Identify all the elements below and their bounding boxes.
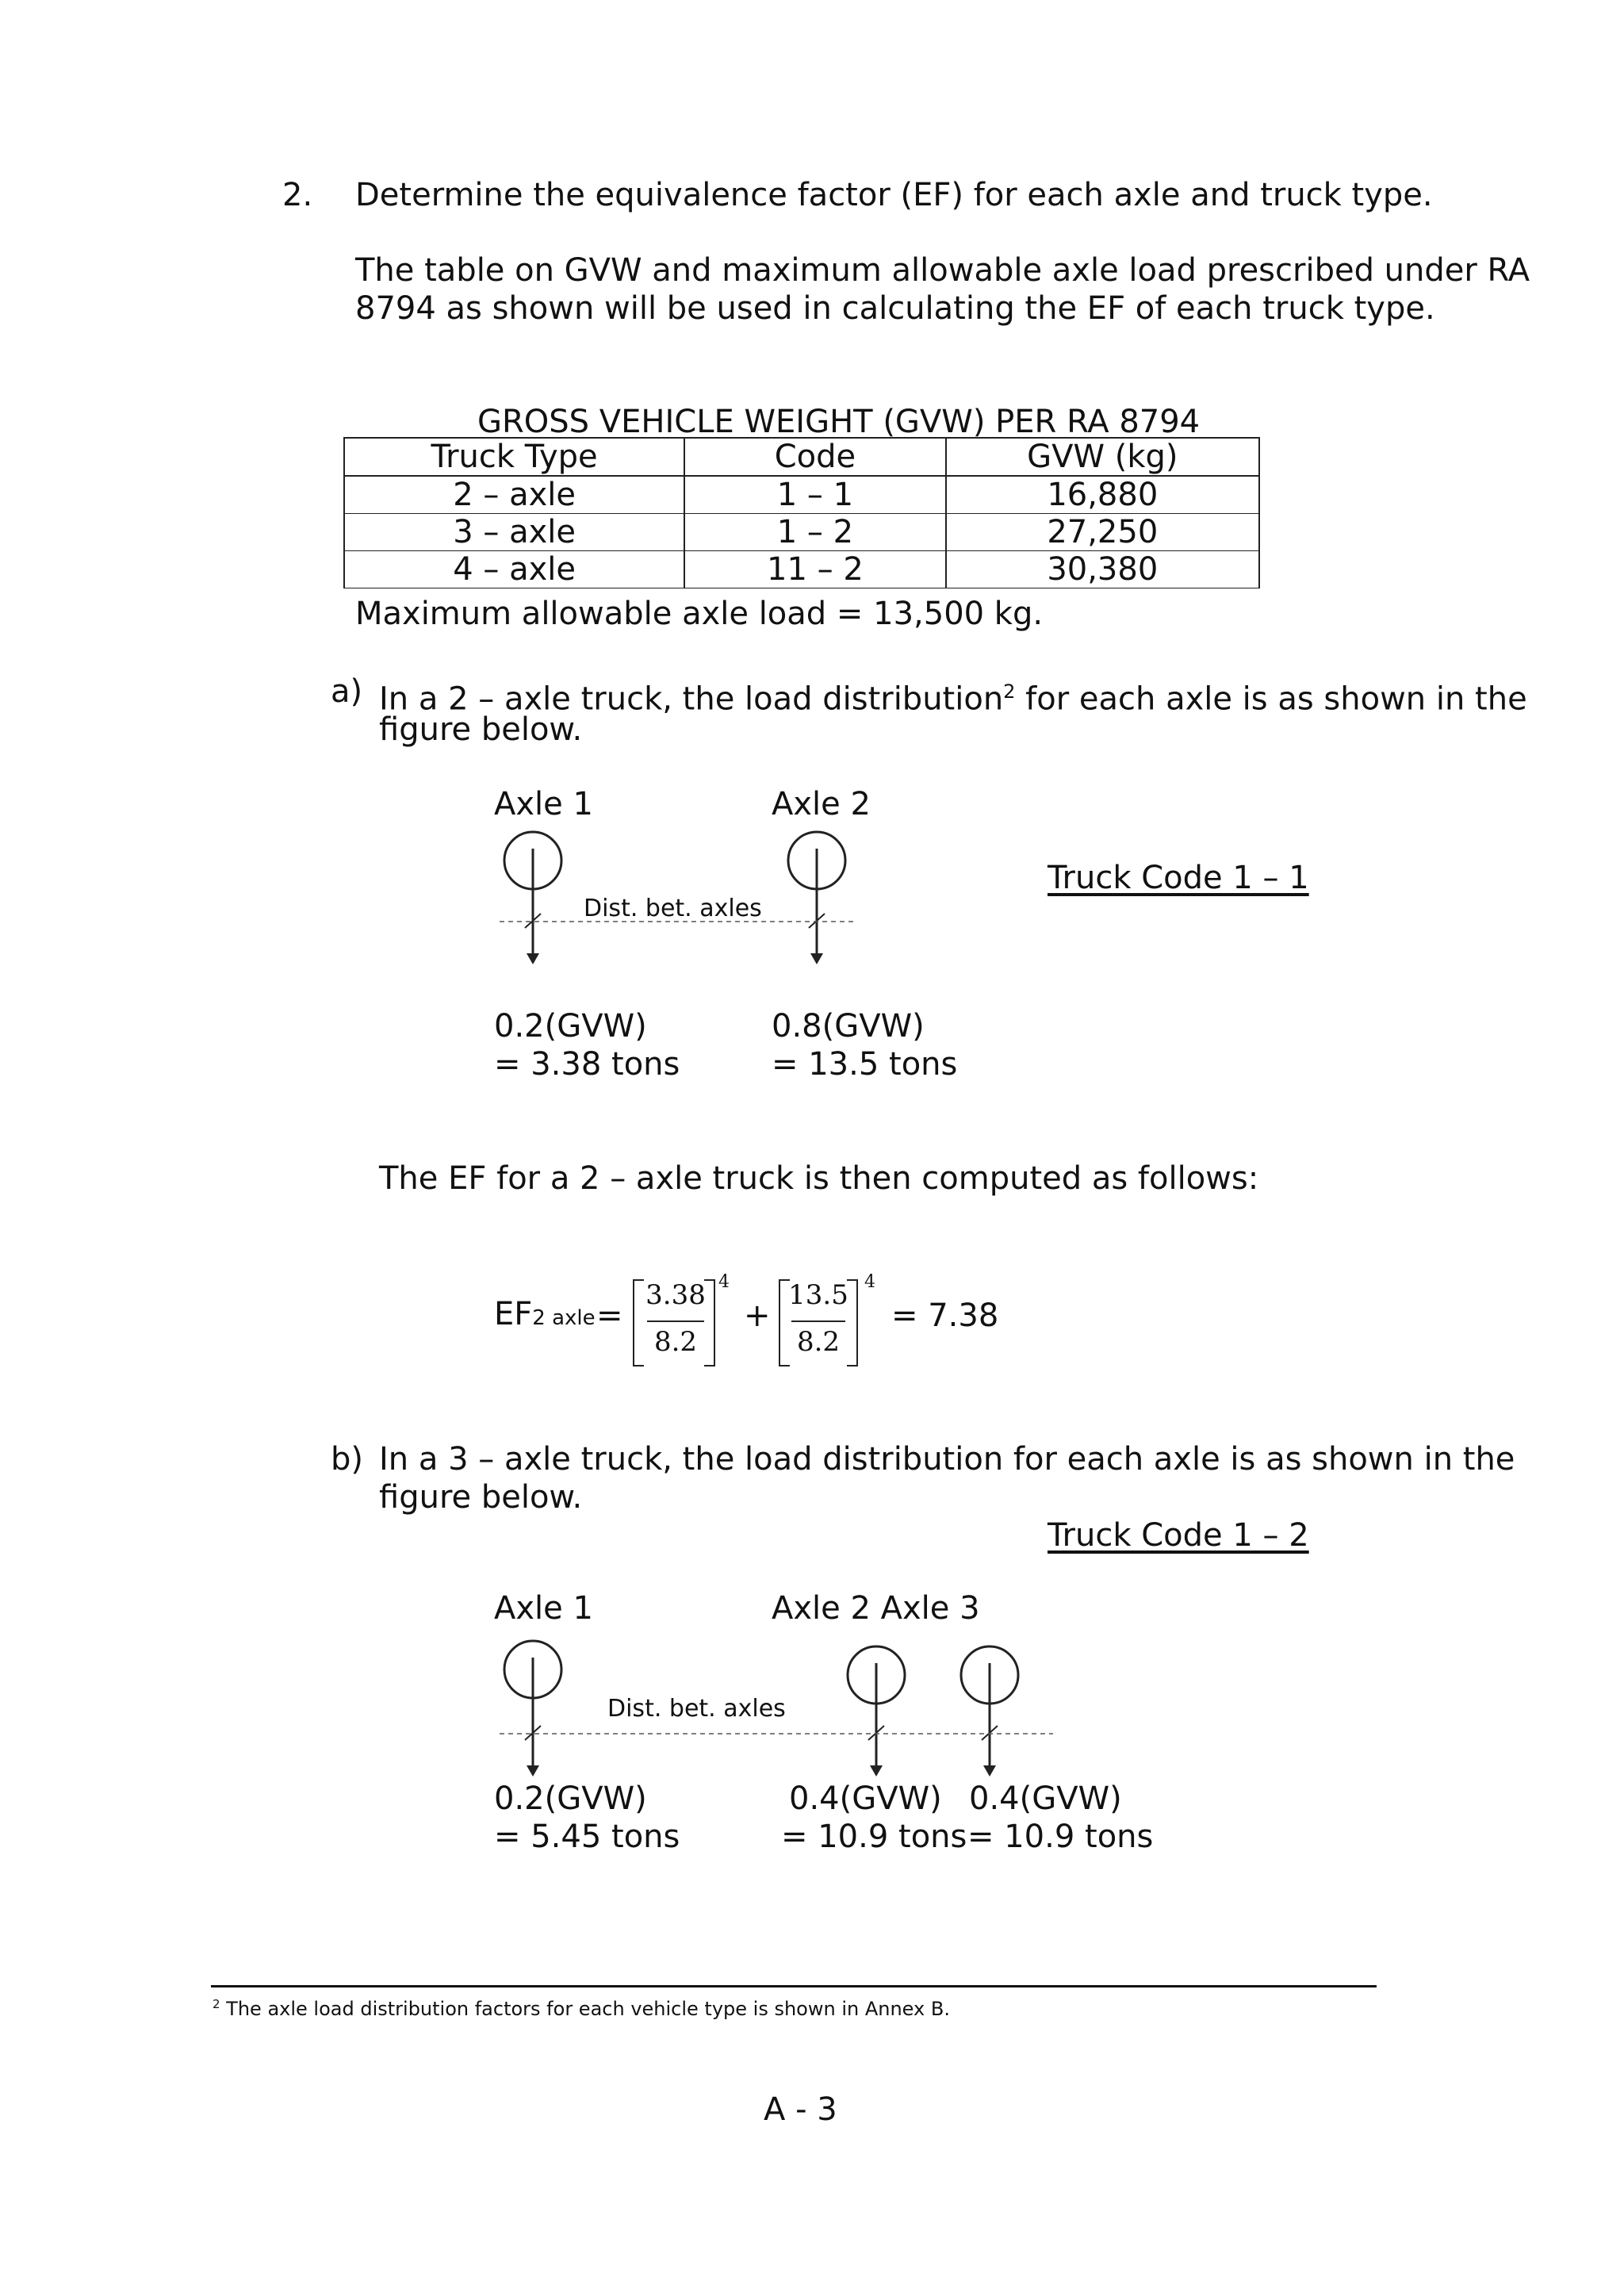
ef-label-main: EF [494,1296,533,1332]
intro-line-1: The table on GVW and maximum allowable axle load prescribed under RA [355,252,1530,289]
footnote-marker: 2 [213,1997,220,2011]
fraction-1-numerator: 3.38 [645,1279,706,1311]
table-header-truck-type: Truck Type [344,438,684,476]
fraction-2-exponent: 4 [864,1272,875,1292]
b-axle-2-load-line-1: 0.4(GVW) [789,1780,942,1817]
table-cell: 30,380 [946,551,1259,588]
table-note: Maximum allowable axle load = 13,500 kg. [355,596,1044,632]
truck-code-1-1: Truck Code 1 – 1 [1048,860,1309,896]
plus-sign: + [744,1297,771,1334]
axle-1-load-line-1: 0.2(GVW) [494,1008,647,1045]
table-cell: 27,250 [946,514,1259,551]
axle-2-wheel-icon [788,832,845,964]
part-a-label: a) [331,673,363,710]
part-b-label: b) [331,1441,363,1478]
b-axle-1-load-line-2: = 5.45 tons [494,1819,680,1855]
footnote-divider [211,1985,1377,1987]
ef-label-subscript: 2 axle [532,1306,596,1330]
footnote [213,1992,950,2021]
b-axle-3-load-line-2: = 10.9 tons [967,1819,1154,1855]
axle-1-label: Axle 1 [494,786,593,822]
b-axle-2-load-line-2: = 10.9 tons [781,1819,967,1855]
table-row [344,514,1259,551]
section-heading: Determine the equivalence factor (EF) for each axle and truck type. [355,177,1433,213]
b-axle-1-load-line-1: 0.2(GVW) [494,1780,647,1817]
axle-2-3-label: Axle 2 Axle 3 [772,1590,980,1627]
table-header-row [344,438,1259,476]
item-number: 2. [282,177,313,213]
truck-code-1-2: Truck Code 1 – 2 [1048,1517,1309,1554]
axle-2-label: Axle 2 [772,786,871,822]
axle-1-wheel-icon [504,832,561,964]
part-a-text-line-2: figure below. [379,711,583,748]
table-row [344,476,1259,514]
fraction-1-exponent: 4 [718,1272,730,1292]
fraction-2-denominator: 8.2 [796,1326,841,1358]
page-number: A - 3 [764,2091,837,2128]
table-cell: 3 – axle [344,514,684,551]
part-b-text-line-1: In a 3 – axle truck, the load distribution for each axle is as shown in the [379,1441,1515,1478]
distance-label-b: Dist. bet. axles [607,1695,786,1723]
distance-label: Dist. bet. axles [584,895,762,922]
axle-2-wheel-icon [848,1646,905,1777]
table-caption: GROSS VEHICLE WEIGHT (GVW) PER RA 8794 [477,404,1201,440]
part-a-text-pre: In a 2 – axle truck, the load distribution [379,680,1004,718]
axle-2-load-line-2: = 13.5 tons [772,1046,958,1083]
ef-equals: = [596,1297,623,1334]
table-cell: 1 – 1 [684,476,945,514]
table-header-gvw: GVW (kg) [946,438,1259,476]
fraction-2-numerator: 13.5 [788,1279,848,1311]
b-axle-3-load-line-1: 0.4(GVW) [969,1780,1122,1817]
table-cell: 4 – axle [344,551,684,588]
table-header-code: Code [684,438,945,476]
ef-result: = 7.38 [891,1297,999,1334]
part-b-text-line-2: figure below. [379,1479,583,1516]
table-cell: 2 – axle [344,476,684,514]
ef-label [494,1295,596,1337]
table-cell: 1 – 2 [684,514,945,551]
axle-1-wheel-icon [504,1641,561,1777]
axle-1-load-line-2: = 3.38 tons [494,1046,680,1083]
table-cell: 16,880 [946,476,1259,514]
axle-1-label-b: Axle 1 [494,1590,593,1627]
table-row [344,551,1259,588]
table-cell: 11 – 2 [684,551,945,588]
part-a-text-post: for each axle is as shown in the [1015,680,1527,718]
gvw-table [343,437,1260,588]
footnote-ref: 2 [1003,680,1016,703]
fraction-1-denominator: 8.2 [653,1326,698,1358]
intro-line-2: 8794 as shown will be used in calculating the EF of each truck type. [355,290,1435,327]
ef-intro-text: The EF for a 2 – axle truck is then computed as follows: [379,1160,1259,1197]
footnote-text: The axle load distribution factors for each vehicle type is shown in Annex B. [220,1998,950,2020]
axle-3-wheel-icon [961,1646,1018,1777]
axle-2-load-line-1: 0.8(GVW) [772,1008,925,1045]
